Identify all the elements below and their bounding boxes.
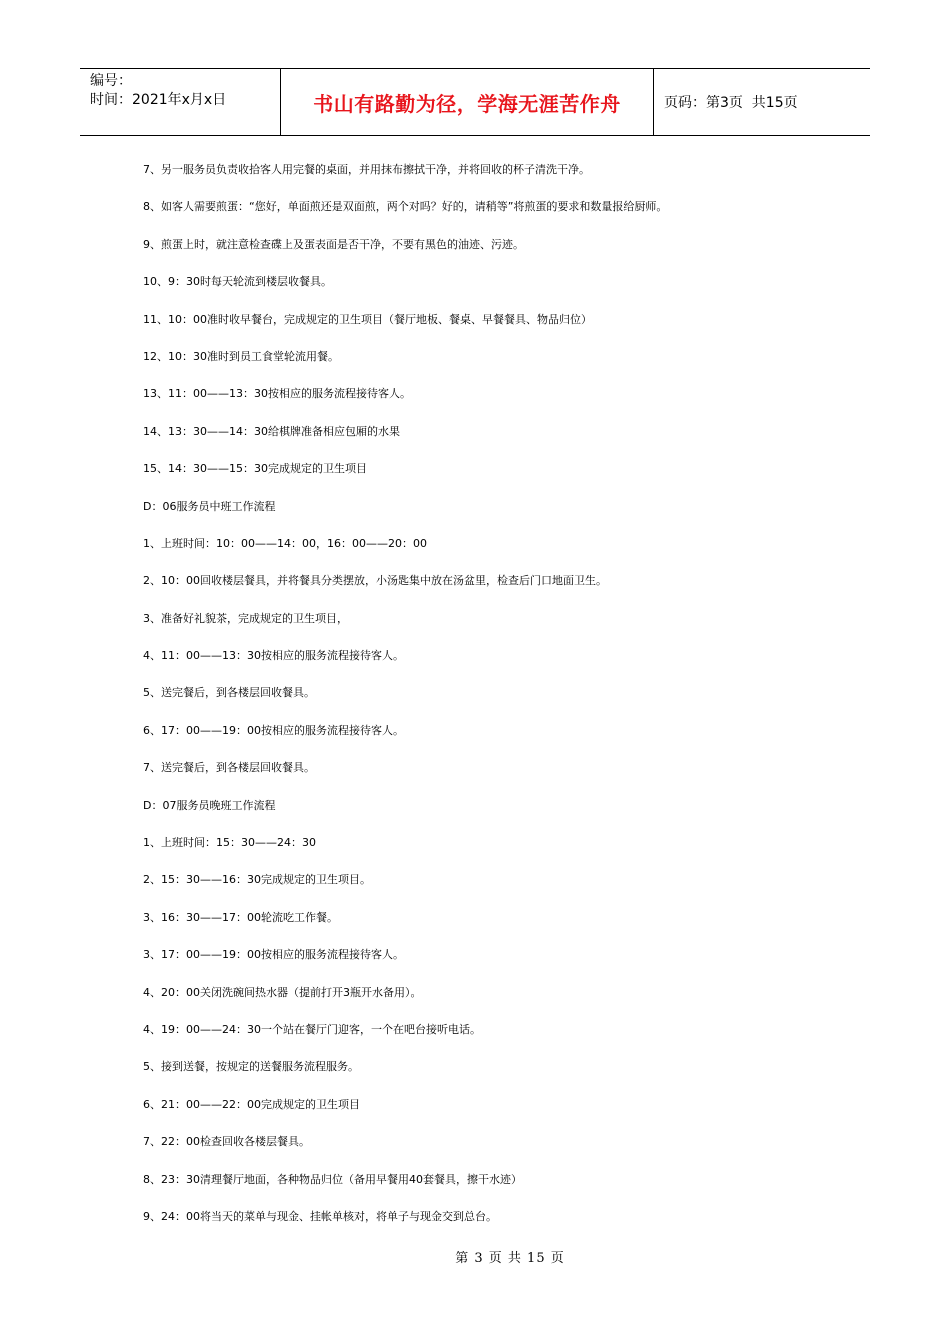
body-line: 7、22：00检查回收各楼层餐具。: [143, 1135, 310, 1149]
body-line: 5、接到送餐，按规定的送餐服务流程服务。: [143, 1060, 359, 1074]
body-line: 6、17：00——19：00按相应的服务流程接待客人。: [143, 723, 404, 737]
number-label: 编号：: [90, 73, 132, 89]
body-line: 14、13：30——14：30给棋牌准备相应包厢的水果: [143, 424, 400, 438]
time-label: 时间：2021年x月x日: [90, 92, 227, 108]
motto-text: 书山有路勤为径，学海无涯苦作舟: [313, 91, 621, 116]
body-line: 3、16：30——17：00轮流吃工作餐。: [143, 910, 338, 924]
section-heading: D：07服务员晚班工作流程: [143, 798, 276, 812]
body-line: 4、19：00——24：30一个站在餐厅门迎客，一个在吧台接听电话。: [143, 1022, 481, 1036]
body-line: 5、送完餐后，到各楼层回收餐具。: [143, 686, 315, 700]
body-line: 2、10：00回收楼层餐具，并将餐具分类摆放，小汤匙集中放在汤盆里，检查后门口地面卫生。: [143, 574, 607, 588]
document-body: [143, 160, 843, 1244]
body-line: 11、10：00准时收早餐台，完成规定的卫生项目（餐厅地板、餐桌、早餐餐具、物品归位）: [143, 312, 592, 326]
body-line: 8、23：30清理餐厅地面，各种物品归位（备用早餐用40套餐具，擦干水迹）: [143, 1172, 522, 1186]
body-line: 1、上班时间：10：00——14：00，16：00——20：00: [143, 536, 427, 550]
body-line: 15、14：30——15：30完成规定的卫生项目: [143, 462, 367, 476]
body-line: 7、送完餐后，到各楼层回收餐具。: [143, 761, 315, 775]
body-line: 4、20：00关闭洗碗间热水器（提前打开3瓶开水备用）。: [143, 985, 422, 999]
section-heading: D：06服务员中班工作流程: [143, 499, 276, 513]
body-line: 3、准备好礼貌茶，完成规定的卫生项目，: [143, 611, 348, 625]
page-footer: [0, 1247, 950, 1266]
body-line: 8、如客人需要煎蛋：“您好，单面煎还是双面煎，两个对吗？好的，请稍等”将煎蛋的要求和数量报给厨师。: [143, 200, 668, 214]
body-line: 12、10：30准时到员工食堂轮流用餐。: [143, 349, 339, 363]
body-line: 4、11：00——13：30按相应的服务流程接待客人。: [143, 649, 404, 663]
header-motto-cell: [281, 69, 654, 135]
page-info: 页码：第3页 共15页: [664, 95, 798, 111]
body-line: 9、煎蛋上时，就注意检查碟上及蛋表面是否干净，不要有黑色的油迹、污迹。: [143, 237, 524, 251]
header-page-cell: [654, 69, 870, 135]
body-line: 13、11：00——13：30按相应的服务流程接待客人。: [143, 387, 411, 401]
document-header: [80, 68, 870, 136]
body-line: 1、上班时间：15：30——24：30: [143, 836, 316, 850]
body-line: 9、24：00将当天的菜单与现金、挂帐单核对，将单子与现金交到总台。: [143, 1209, 497, 1223]
body-line: 3、17：00——19：00按相应的服务流程接待客人。: [143, 948, 404, 962]
header-meta-cell: [80, 69, 281, 135]
body-line: 10、9：30时每天轮流到楼层收餐具。: [143, 275, 332, 289]
footer-page-number: 第 3 页 共 15 页: [455, 1251, 565, 1266]
body-line: 2、15：30——16：30完成规定的卫生项目。: [143, 873, 371, 887]
body-line: 6、21：00——22：00完成规定的卫生项目: [143, 1097, 360, 1111]
body-line: 7、另一服务员负责收拾客人用完餐的桌面，并用抹布擦拭干净，并将回收的杯子清洗干净。: [143, 163, 590, 176]
